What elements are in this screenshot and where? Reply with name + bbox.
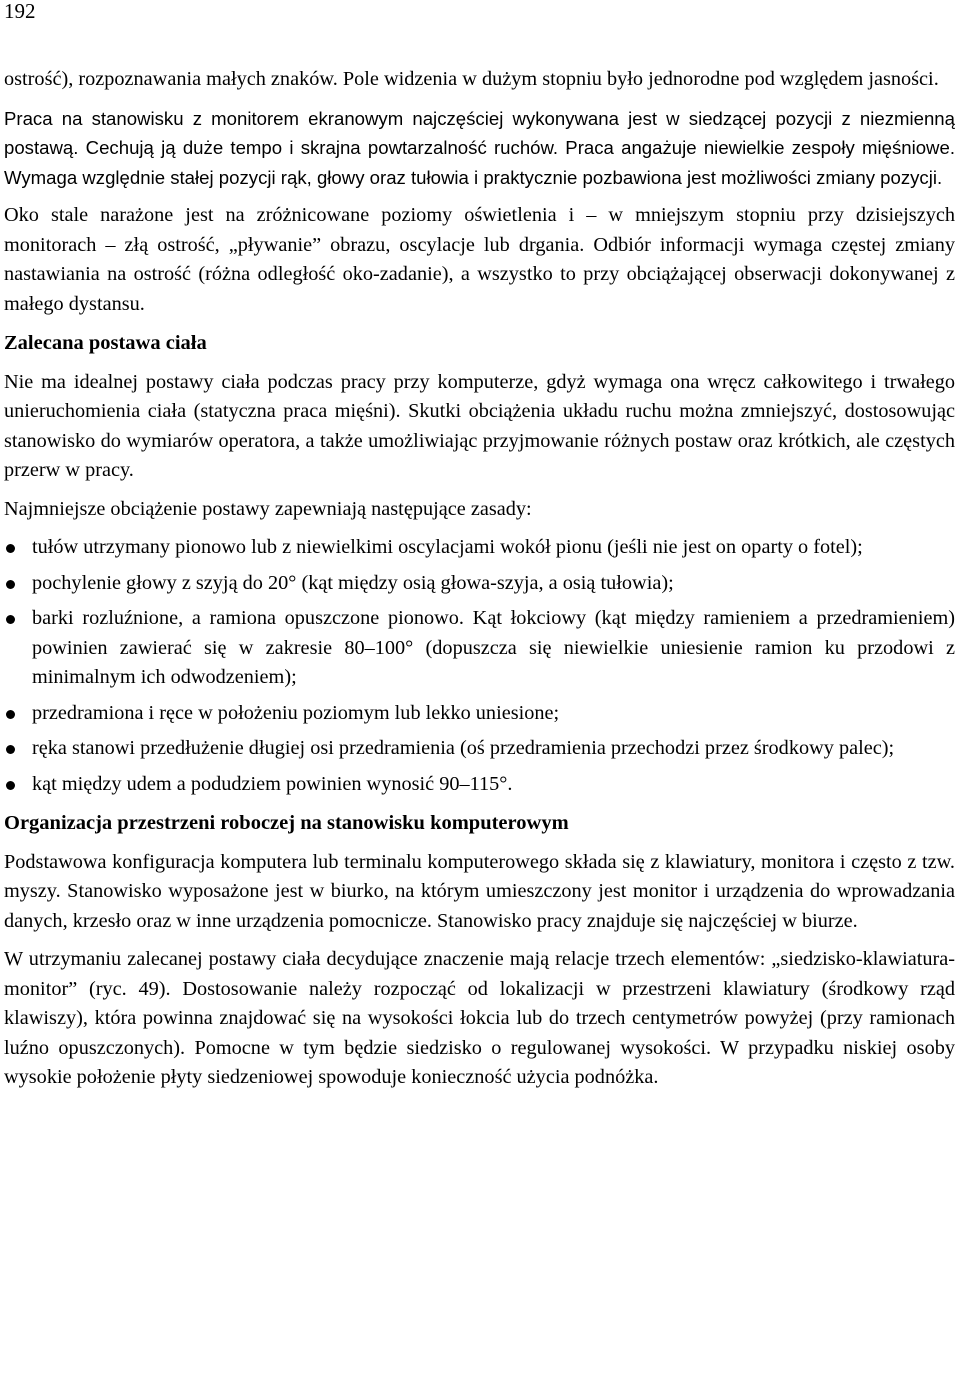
document-body xyxy=(4,65,955,1102)
list-item xyxy=(4,569,955,599)
bullet-icon xyxy=(6,615,15,624)
bullet-icon xyxy=(6,710,15,719)
list-item xyxy=(4,604,955,693)
bullet-icon xyxy=(6,544,15,553)
list-item-text: tułów utrzymany pionowo lub z niewielkimi oscylacjami wokół pionu (jeśli nie jest on oparty o fotel); xyxy=(32,536,863,558)
list-item xyxy=(4,533,955,563)
paragraph-principles-intro: Najmniejsze obciążenie postawy zapewniają następujące zasady: xyxy=(4,497,532,520)
list-item-text: przedramiona i ręce w położeniu poziomym lub lekko uniesione; xyxy=(32,701,560,724)
posture-principles-list xyxy=(4,533,955,799)
bullet-icon xyxy=(6,745,15,754)
section-heading-workspace-organization: Organizacja przestrzeni roboczej na stanowisku komputerowym xyxy=(4,812,569,834)
bullet-icon xyxy=(6,580,15,589)
paragraph-basic-configuration: Podstawowa konfiguracja komputera lub terminalu komputerowego składa się z klawiatury, monitora i często z tzw. myszy. Stanowisko wyposażone jest w biurko, na którym umieszczony jest monitor i urządzenia do wprowadzania danych, krzesło oraz w inne urządzenia pomocnicze. Stanowisko pracy znajduje się najczęściej w biurze. xyxy=(4,850,955,932)
bullet-icon xyxy=(6,781,15,790)
section-heading-recommended-posture: Zalecana postawa ciała xyxy=(4,332,207,354)
paragraph-intro-continuation: ostrość), rozpoznawania małych znaków. Pole widzenia w dużym stopniu było jednorodne pod względem jasności. xyxy=(4,68,939,90)
list-item-text: kąt między udem a podudziem powinien wynosić 90–115°. xyxy=(32,772,513,795)
list-item-text: barki rozluźnione, a ramiona opuszczone pionowo. Kąt łokciowy (kąt między ramieniem a przedramieniem) powinien zawierać się w zakresie 80–100° (dopuszcza się niewielkie uniesienie ramion ku przodowi z minimalnym ich odwodzeniem); xyxy=(32,607,955,688)
list-item-text: ręka stanowi przedłużenie długiej osi przedramienia (oś przedramienia przechodzi przez środkowy palec); xyxy=(32,737,895,759)
list-item-text: pochylenie głowy z szyją do 20° (kąt między osią głowa-szyja, a osią tułowia); xyxy=(32,571,674,594)
list-item xyxy=(4,699,955,729)
paragraph-no-ideal-posture: Nie ma idealnej postawy ciała podczas pracy przy komputerze, gdyż wymaga ona wręcz całkowitego i trwałego unieruchomienia ciała (statyczna praca mięśni). Skutki obciążenia układu ruchu można zmniejszyć, dostosowując stanowisko do wymiarów operatora, a także umożliwiając przyjmowanie różnych postaw oraz krótkich, ale częstych przerw w pracy. xyxy=(4,370,955,481)
paragraph-workstation-posture: Praca na stanowisku z monitorem ekranowym najczęściej wykonywana jest w siedzącej pozycji z niezmienną postawą. Cechują ją duże tempo i skrajna powtarzalność ruchów. Praca angażuje niewielkie zespoły mięśniowe. Wymaga względnie stałej pozycji rąk, głowy oraz tułowia i praktycznie pozbawiona jest możliwości zmiany pozycji. xyxy=(4,107,955,188)
list-item xyxy=(4,770,955,800)
page-number: 192 xyxy=(4,0,36,23)
paragraph-eye-strain: Oko stale narażone jest na zróżnicowane poziomy oświetlenia i – w mniejszym stopniu przy dzisiejszych monitorach – złą ostrość, „pływanie” obrazu, oscylacje lub drgania. Odbiór informacji wymaga częstej zmiany nastawiania na ostrość (różna odległość oko-zadanie), a wszystko to przy obciążającej obserwacji dokonywanej z małego dystansu. xyxy=(4,204,955,315)
list-item xyxy=(4,734,955,764)
paragraph-seat-keyboard-monitor: W utrzymaniu zalecanej postawy ciała decydujące znaczenie mają relacje trzech elementów: „siedzisko-klawiatura-monitor” (ryc. 49). Dostosowanie należy rozpocząć od lokalizacji w przestrzeni klawiatury (środkowy rząd klawiszy), która powinna znajdować się na wysokości łokcia lub do trzech centymetrów powyżej (przy ramionach luźno opuszczonych). Pomocne w tym będzie siedzisko o regulowanej wysokości. W przypadku niskiej osoby wysokie położenie płyty siedzeniowej spowoduje konieczność użycia podnóżka. xyxy=(4,948,955,1088)
